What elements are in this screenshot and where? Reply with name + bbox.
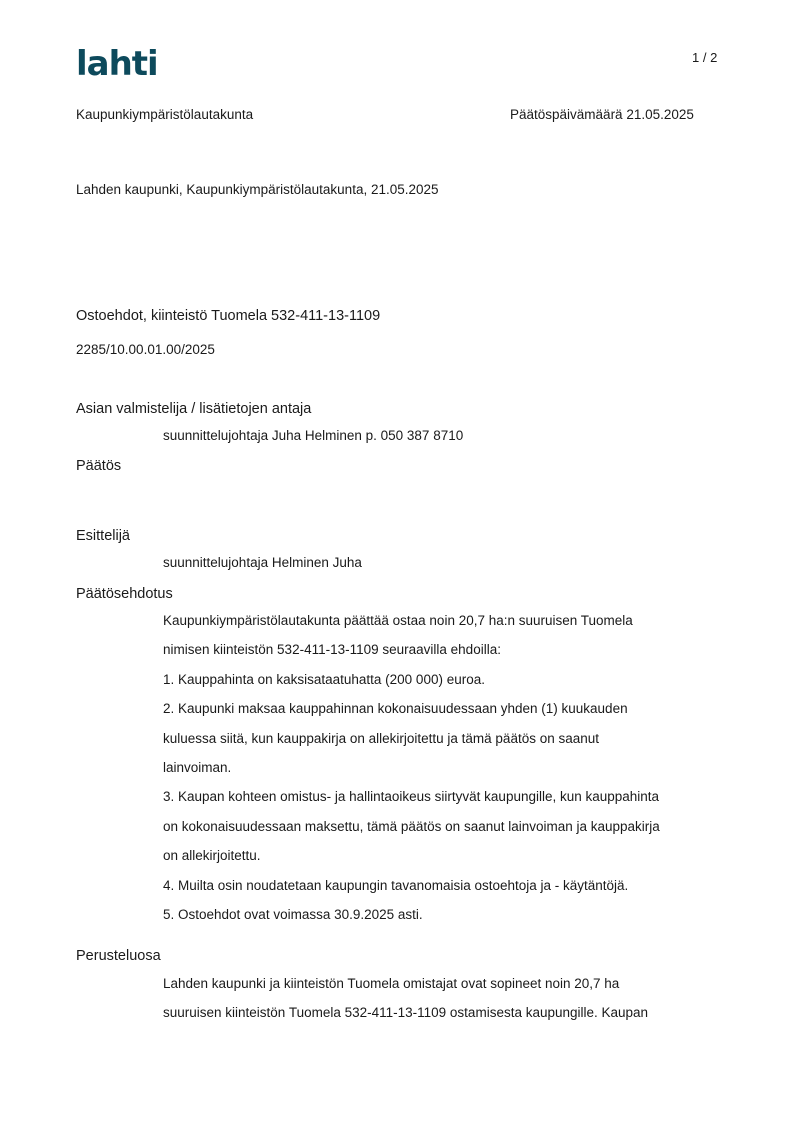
decision-heading: Päätös [76, 458, 122, 474]
presenter-value: suunnittelujohtaja Helminen Juha [163, 555, 362, 570]
proposal-body [163, 612, 723, 935]
proposal-line: 1. Kauppahinta on kaksisataatuhatta (200 000) euroa. [163, 671, 485, 687]
preparer-value: suunnittelujohtaja Juha Helminen p. 050 387 8710 [163, 428, 464, 443]
proposal-line: 4. Muilta osin noudatetaan kaupungin tavanomaisia ostoehtoja ja - käytäntöjä. [163, 877, 629, 893]
proposal-line: on allekirjoitettu. [163, 848, 261, 864]
reasoning-body [163, 975, 723, 1034]
proposal-heading: Päätösehdotus [76, 586, 173, 602]
proposal-line: 3. Kaupan kohteen omistus- ja hallintaoikeus siirtyvät kaupungille, kun kauppahinta [163, 789, 660, 805]
proposal-line: on kokonaisuudessaan maksettu, tämä päätös on saanut lainvoiman ja kauppakirja [163, 818, 660, 834]
lahti-logo: lahti [76, 44, 158, 84]
presenter-heading: Esittelijä [76, 528, 130, 544]
page-number: 1 / 2 [692, 50, 718, 65]
board-name: Kaupunkiympäristölautakunta [76, 107, 254, 122]
case-number: 2285/10.00.01.00/2025 [76, 342, 215, 357]
proposal-line: lainvoiman. [163, 759, 232, 775]
proposal-line: Kaupunkiympäristölautakunta päättää ostaa noin 20,7 ha:n suuruisen Tuomela [163, 613, 633, 628]
reasoning-line: Lahden kaupunki ja kiinteistön Tuomela omistajat ovat sopineet noin 20,7 ha [163, 976, 620, 991]
reasoning-heading: Perusteluosa [76, 948, 161, 964]
meeting-line: Lahden kaupunki, Kaupunkiympäristölautakunta, 21.05.2025 [76, 182, 439, 197]
reasoning-line: suuruisen kiinteistön Tuomela 532-411-13-1109 ostamisesta kaupungille. Kaupan [163, 1005, 649, 1021]
document-title: Ostoehdot, kiinteistö Tuomela 532-411-13-1109 [76, 308, 381, 324]
proposal-line: 2. Kaupunki maksaa kauppahinnan kokonaisuudessaan yhden (1) kuukauden [163, 701, 628, 717]
preparer-heading: Asian valmistelija / lisätietojen antaja [76, 401, 312, 417]
proposal-line: 5. Ostoehdot ovat voimassa 30.9.2025 asti. [163, 906, 423, 922]
proposal-line: nimisen kiinteistön 532-411-13-1109 seuraavilla ehdoilla: [163, 642, 501, 658]
decision-date: Päätöspäivämäärä 21.05.2025 [510, 107, 694, 122]
proposal-line: kuluessa siitä, kun kauppakirja on allekirjoitettu ja tämä päätös on saanut [163, 730, 600, 746]
